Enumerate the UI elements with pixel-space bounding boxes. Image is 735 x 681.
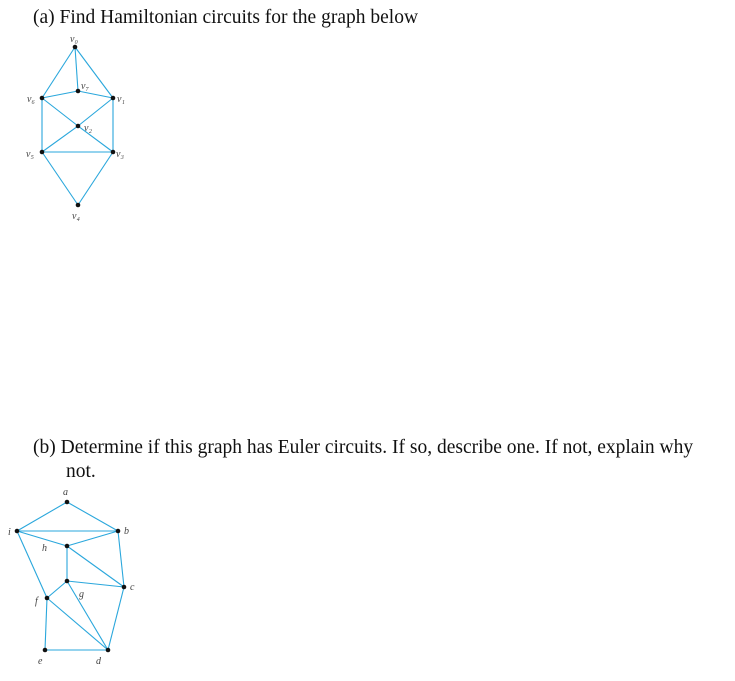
- problem-b-text: (b) Determine if this graph has Euler circuits. If so, describe one. If not, explain why not.: [33, 437, 694, 482]
- vertex-e: [43, 648, 48, 653]
- problem-a-text: (a) Find Hamiltonian circuits for the graph below: [33, 7, 419, 28]
- edge-a-b: [67, 502, 118, 531]
- vertex-label-v1: v₁: [117, 94, 125, 105]
- vertex-b: [116, 529, 121, 534]
- vertex-label-c: c: [130, 582, 135, 593]
- vertex-label-b: b: [124, 526, 129, 537]
- vertex-d: [106, 648, 111, 653]
- vertex-label-d: d: [96, 656, 101, 667]
- edge-g-c: [67, 581, 124, 587]
- edge-b-c: [118, 531, 124, 587]
- vertex-h: [65, 544, 70, 549]
- edge-f-e: [45, 598, 47, 650]
- vertex-label-h: h: [42, 543, 47, 554]
- vertex-g: [65, 579, 70, 584]
- edge-c-d: [108, 587, 124, 650]
- vertex-label-v4: v₄: [72, 211, 80, 222]
- vertex-label-a: a: [63, 487, 68, 498]
- vertex-a: [65, 500, 70, 505]
- edge-h-c: [67, 546, 124, 587]
- vertex-label-i: i: [8, 527, 11, 538]
- edge-i-f: [17, 531, 47, 598]
- vertex-label-v0: v₀: [70, 34, 78, 45]
- edge-i-a: [17, 502, 67, 531]
- vertex-label-v2: v₂: [84, 123, 92, 134]
- edge-g-d: [67, 581, 108, 650]
- vertex-c: [122, 585, 127, 590]
- edge-f-d: [47, 598, 108, 650]
- edge-h-b: [67, 531, 118, 546]
- vertex-label-f: f: [35, 596, 38, 607]
- vertex-f: [45, 596, 50, 601]
- vertex-label-g: g: [79, 589, 84, 600]
- vertex-label-v6: v₆: [27, 94, 35, 105]
- vertex-label-v3: v₃: [116, 149, 124, 160]
- vertex-label-v7: v₇: [81, 81, 89, 92]
- edge-g-f: [47, 581, 67, 598]
- vertex-label-e: e: [38, 656, 43, 667]
- vertex-label-v5: v₅: [26, 149, 34, 160]
- vertex-i: [15, 529, 20, 534]
